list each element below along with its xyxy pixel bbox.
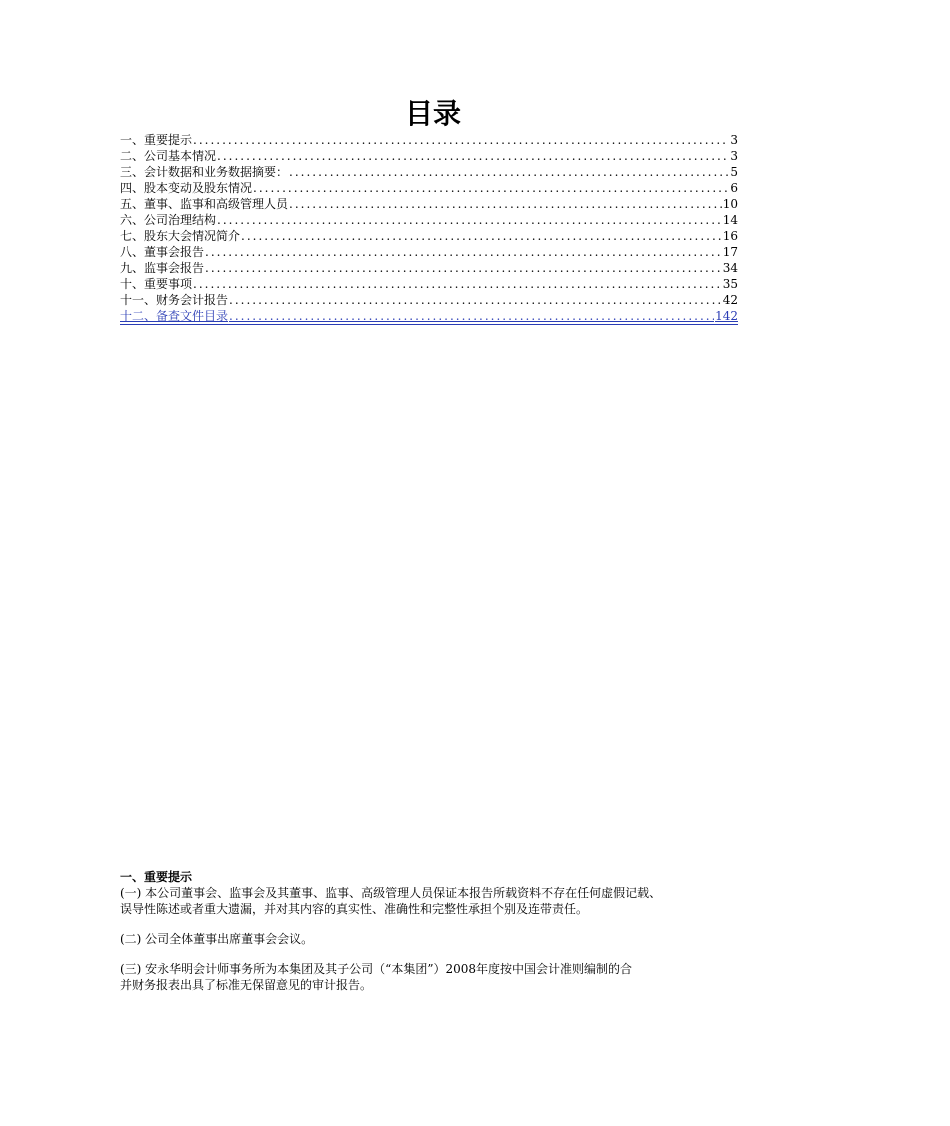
toc-entry-label: 八、董事会报告 — [120, 245, 205, 259]
notice-paragraph-1-line-1: (一) 本公司董事会、监事会及其董事、监事、高级管理人员保证本报告所载资料不存在任何虚假记载、 — [120, 886, 662, 900]
toc-entry-label: 四、股本变动及股东情况 — [120, 181, 253, 195]
toc-entry-page: 42 — [722, 293, 738, 307]
toc-entry-page: 6 — [730, 181, 738, 195]
toc-leader-dots — [217, 148, 729, 164]
toc-entry-page: 3 — [730, 133, 738, 147]
toc-leader-dots — [205, 244, 722, 260]
toc-entry[interactable] — [120, 148, 738, 164]
toc-entry[interactable] — [120, 244, 738, 260]
toc-entry[interactable] — [120, 132, 738, 148]
toc-leader-dots — [229, 308, 714, 324]
toc-entry-label[interactable]: 十二、备查文件目录 — [120, 309, 229, 323]
toc-entry-label: 十、重要事项 — [120, 277, 193, 291]
toc-entry-label: 一、重要提示 — [120, 133, 193, 147]
toc-entry-link[interactable] — [120, 308, 738, 325]
toc-entry-page[interactable]: 142 — [715, 309, 738, 323]
toc-entry-label: 五、董事、监事和高级管理人员 — [120, 197, 289, 211]
toc-entry-page: 35 — [722, 277, 738, 291]
toc-leader-dots — [229, 292, 722, 308]
toc-entry-page: 16 — [722, 229, 738, 243]
toc-leader-dots — [205, 260, 722, 276]
notice-paragraph-1 — [120, 885, 780, 917]
section-heading: 一、重要提示 — [120, 870, 193, 884]
page-title: 目录 — [404, 97, 461, 130]
toc-entry-label: 七、股东大会情况简介 — [120, 229, 241, 243]
toc-leader-dots — [289, 164, 729, 180]
important-notice-section — [120, 869, 780, 1007]
toc-entry-page: 34 — [722, 261, 738, 275]
toc-entry-label: 六、公司治理结构 — [120, 213, 217, 227]
toc-entry[interactable] — [120, 228, 738, 244]
toc-entry[interactable] — [120, 180, 738, 196]
toc-leader-dots — [193, 132, 729, 148]
toc-leader-dots — [241, 228, 722, 244]
notice-paragraph-1-line-2: 误导性陈述或者重大遗漏，并对其内容的真实性、准确性和完整性承担个别及连带责任。 — [120, 902, 589, 916]
toc-entry-page: 5 — [730, 165, 738, 179]
toc-entry[interactable] — [120, 164, 738, 180]
toc-entry-page: 14 — [722, 213, 738, 227]
toc-entry-label: 九、监事会报告 — [120, 261, 205, 275]
toc-leader-dots — [193, 276, 722, 292]
toc-entry[interactable] — [120, 260, 738, 276]
toc-entry[interactable] — [120, 196, 738, 212]
notice-paragraph-2: (二) 公司全体董事出席董事会会议。 — [120, 932, 314, 946]
toc-leader-dots — [217, 212, 722, 228]
notice-paragraph-3-line-1: (三) 安永华明会计师事务所为本集团及其子公司（“本集团”）2008年度按中国会计准则编制的合 — [120, 962, 632, 976]
table-of-contents — [120, 132, 738, 325]
toc-entry[interactable] — [120, 212, 738, 228]
toc-entry-label: 三、会计数据和业务数据摘要： — [120, 165, 289, 179]
toc-entry[interactable] — [120, 292, 738, 308]
toc-entry-page: 3 — [730, 149, 738, 163]
toc-leader-dots — [289, 196, 722, 212]
toc-leader-dots — [253, 180, 729, 196]
notice-paragraph-3 — [120, 961, 780, 993]
toc-entry-label: 十一、财务会计报告 — [120, 293, 229, 307]
toc-entry-page: 10 — [722, 197, 738, 211]
notice-paragraph-3-line-2: 并财务报表出具了标准无保留意见的审计报告。 — [120, 978, 373, 992]
toc-entry[interactable] — [120, 276, 738, 292]
toc-entry-page: 17 — [722, 245, 738, 259]
toc-entry-label: 二、公司基本情况 — [120, 149, 217, 163]
